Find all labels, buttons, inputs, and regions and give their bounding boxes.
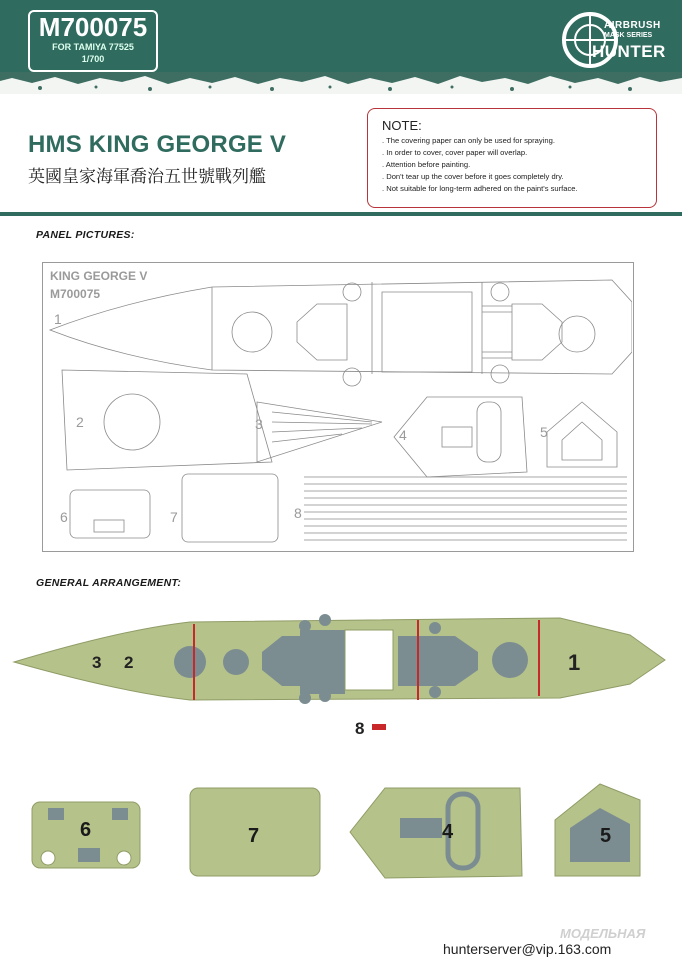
part-label: 6 xyxy=(80,819,92,841)
note-title: NOTE: xyxy=(382,118,422,133)
hull-arrangement xyxy=(0,600,682,740)
sheet-label-line2: M700075 xyxy=(50,287,101,301)
part-label: 5 xyxy=(600,825,612,847)
piece-number: 2 xyxy=(76,414,84,430)
brand-airbrush: AIRBRUSH xyxy=(604,20,661,31)
piece-number: 7 xyxy=(170,509,178,525)
note-line: . Attention before painting. xyxy=(382,160,471,169)
piece-number: 8 xyxy=(294,505,302,521)
loose-parts xyxy=(0,780,682,880)
part8-swatch xyxy=(372,724,386,730)
hull-label: 2 xyxy=(124,653,134,672)
hull-label: 3 xyxy=(92,653,102,672)
piece-number: 6 xyxy=(60,509,68,525)
section-general-arrangement: GENERAL ARRANGEMENT: xyxy=(36,577,182,589)
piece-number: 4 xyxy=(399,427,407,443)
part8-label: 8 xyxy=(355,719,365,738)
brand-mask-series: MASK SERIES xyxy=(604,32,653,39)
page-subtitle-chinese: 英國皇家海軍喬治五世號戰列艦 xyxy=(28,167,266,187)
scale-line: 1/700 xyxy=(81,54,105,64)
note-line: . Not suitable for long-term adhered on the paint's surface. xyxy=(382,184,578,193)
note-line: . In order to cover, cover paper will overlap. xyxy=(382,148,528,157)
footer-email[interactable]: hunterserver@vip.163.com xyxy=(443,941,612,957)
part-label: 7 xyxy=(248,825,260,847)
hull-label: 1 xyxy=(568,650,581,675)
watermark-text: МОДЕЛЬНАЯ xyxy=(560,926,646,941)
camouflage-strip xyxy=(0,72,682,94)
section-panel-pictures: PANEL PICTURES: xyxy=(36,229,135,241)
note-line: . The covering paper can only be used for spraying. xyxy=(382,136,555,145)
product-code: M700075 xyxy=(38,12,148,42)
piece-number: 5 xyxy=(540,424,548,440)
divider-rule xyxy=(0,212,682,216)
piece-number: 3 xyxy=(255,416,263,432)
piece-number: 1 xyxy=(54,311,62,327)
sheet-label-line1: KING GEORGE V xyxy=(50,269,148,283)
brand-hunter: HUNTER xyxy=(592,42,666,61)
part-label: 4 xyxy=(442,821,454,843)
note-line: . Don't tear up the cover before it goes completely dry. xyxy=(382,172,564,181)
page-title: HMS KING GEORGE V xyxy=(28,131,287,158)
panel-outlines xyxy=(42,262,632,550)
for-kit-line: FOR TAMIYA 77525 xyxy=(52,42,134,52)
